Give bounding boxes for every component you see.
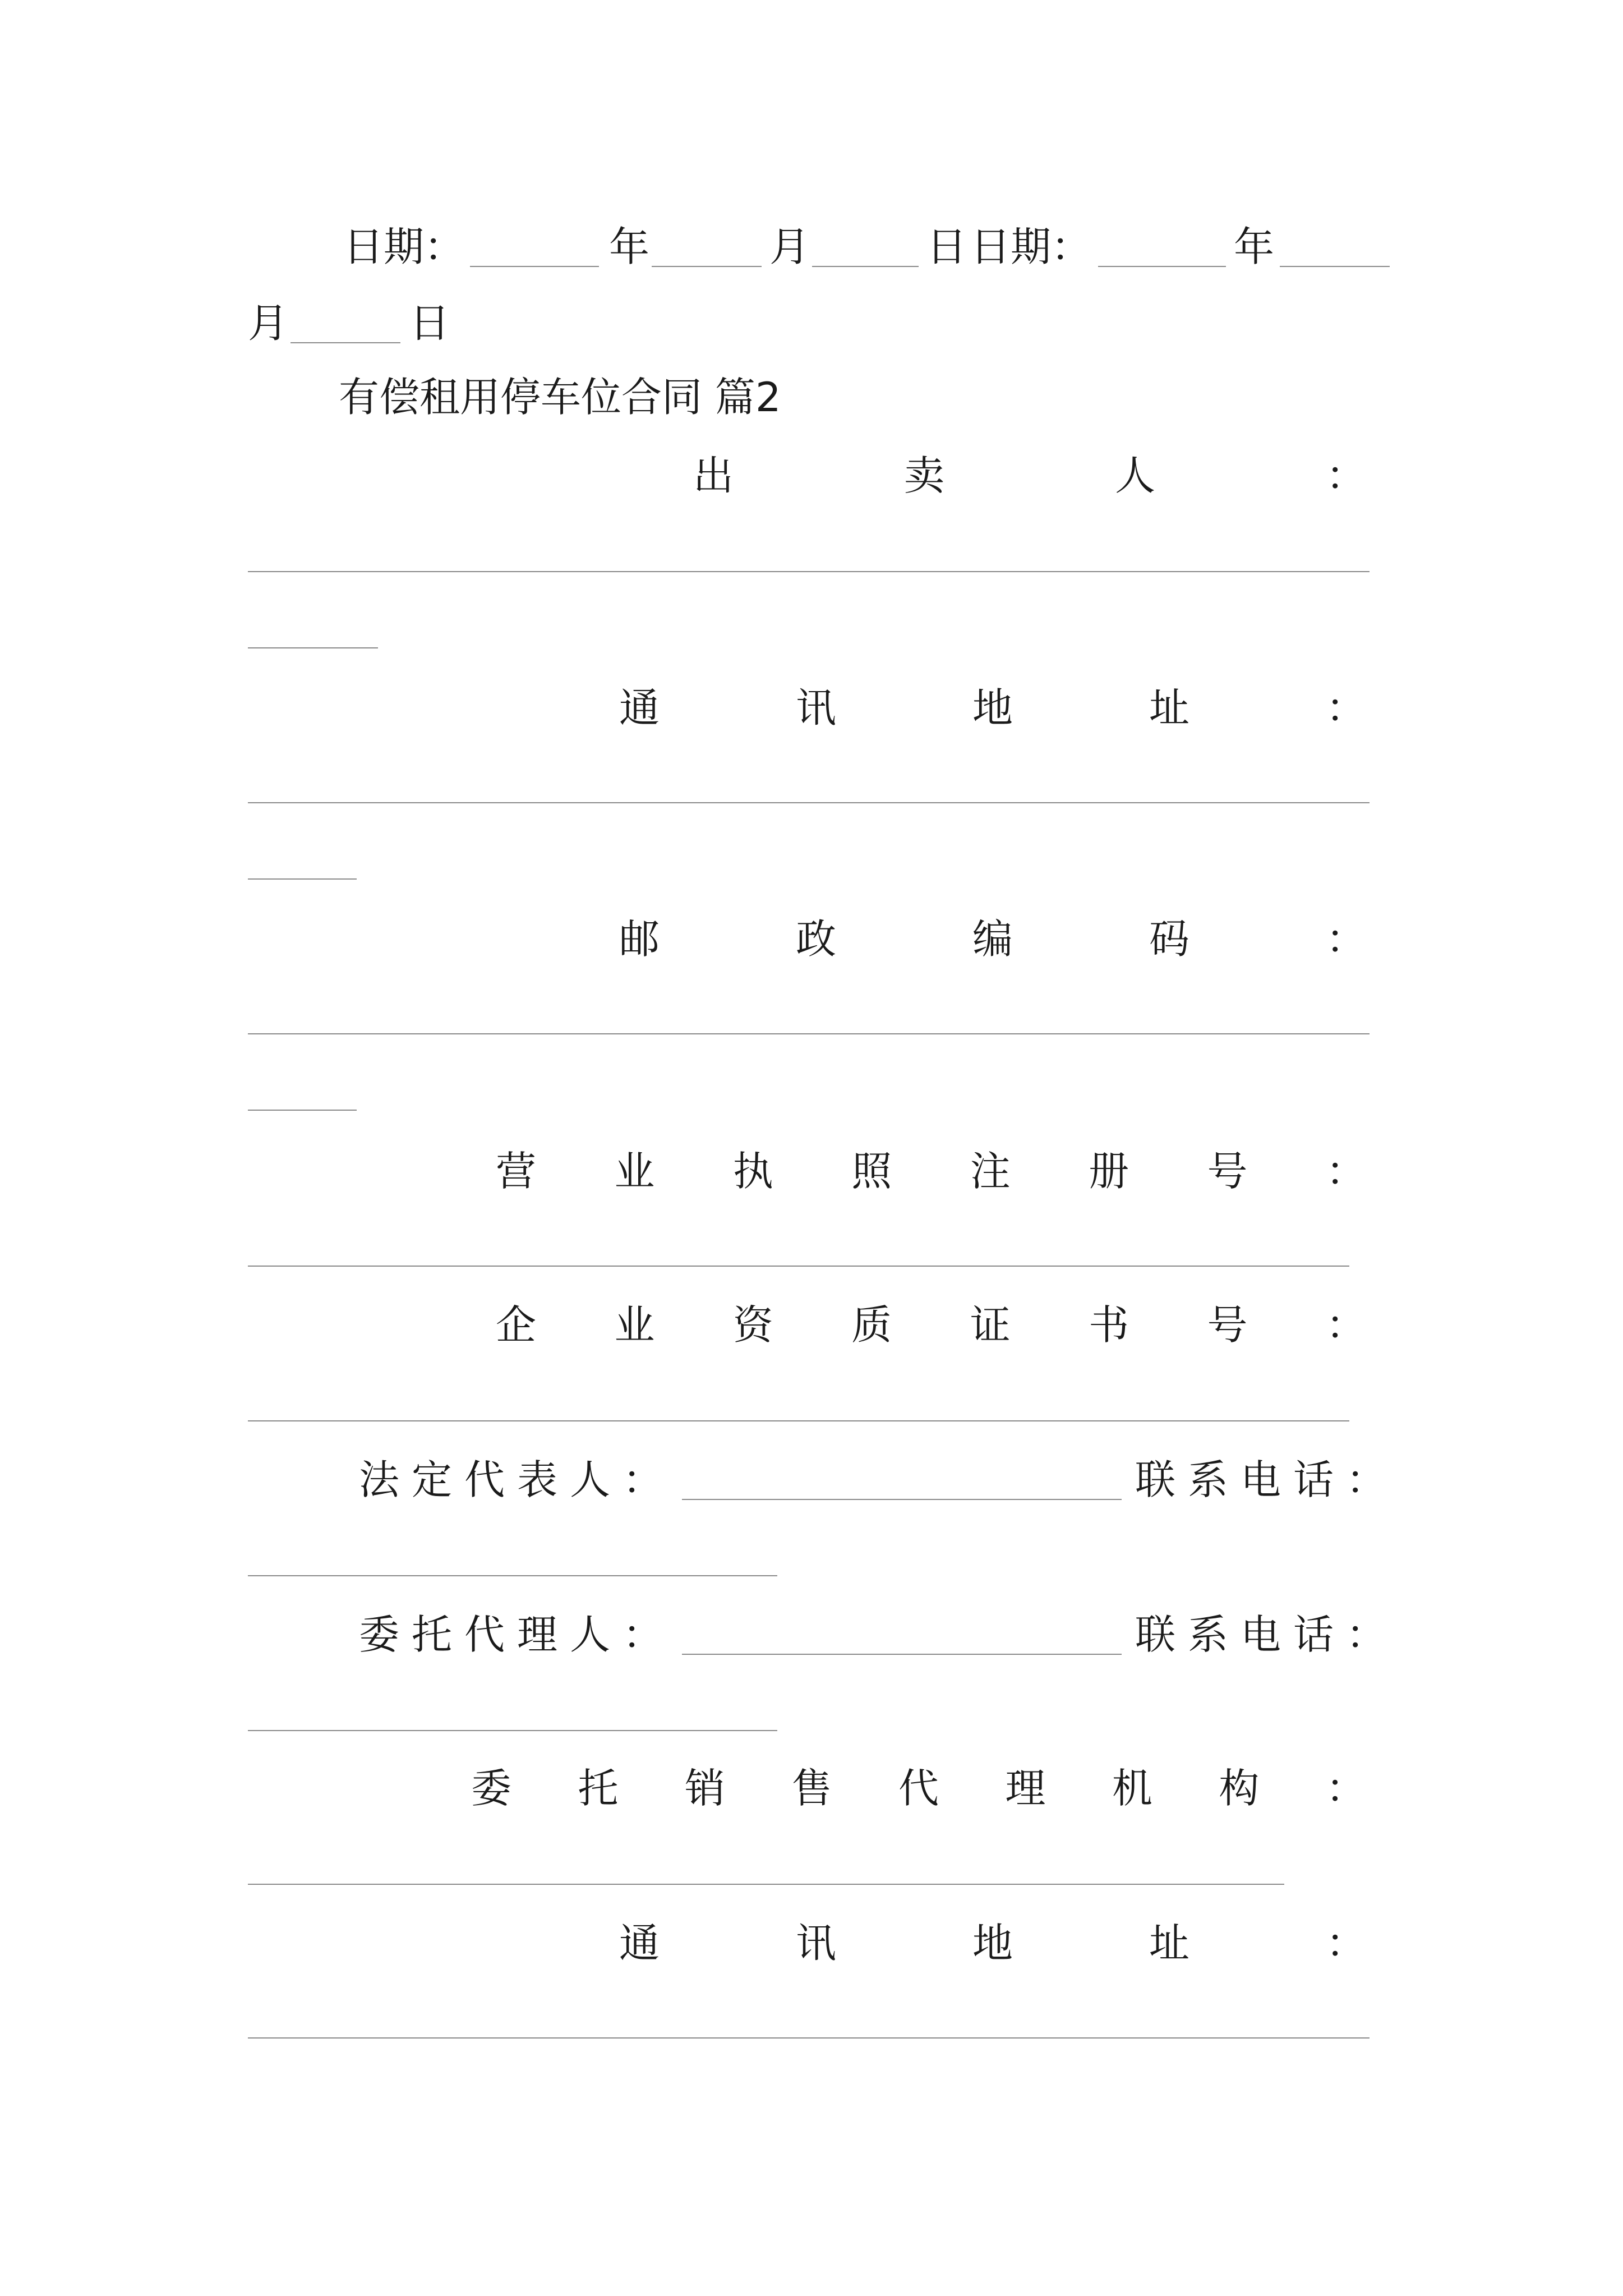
year-blank-1[interactable] [470, 266, 599, 267]
date-label-2: 日期： [970, 223, 1092, 270]
qualification-line[interactable] [248, 1420, 1349, 1421]
legal-rep-phone-line[interactable] [248, 1575, 777, 1576]
agent-phone-line[interactable] [248, 1730, 777, 1731]
legal-rep-line[interactable] [682, 1499, 1122, 1500]
day-label-2: 日 [409, 300, 450, 347]
license-label: 营 业 执 照 注 册 号 ： [496, 1148, 1366, 1195]
year-blank-2[interactable] [1098, 266, 1226, 267]
month-label-1: 月 [769, 223, 810, 270]
license-line[interactable] [248, 1266, 1349, 1267]
postcode-label: 邮 政 编 码 ： [619, 915, 1366, 963]
seller-label: 出 卖 人 ： [693, 452, 1366, 499]
address-label-2: 通 讯 地 址 ： [619, 1920, 1366, 1967]
address-line-1-cont[interactable] [248, 878, 357, 880]
date-label-1: 日期： [343, 223, 465, 270]
seller-line[interactable] [248, 571, 1370, 572]
day-blank-1[interactable] [812, 266, 919, 267]
month-blank-1[interactable] [652, 266, 762, 267]
legal-rep-phone-label: 联系电话： [1135, 1456, 1399, 1503]
day-label-1: 日 [926, 223, 967, 270]
month-label-2: 月 [248, 300, 289, 347]
legal-rep-label: 法定代表人： [359, 1456, 676, 1503]
qualification-label: 企 业 资 质 证 书 号 ： [496, 1301, 1366, 1349]
agent-phone-label: 联系电话： [1135, 1611, 1399, 1658]
address-label-1: 通 讯 地 址 ： [619, 684, 1366, 731]
sales-agency-line[interactable] [248, 1884, 1284, 1885]
postcode-line[interactable] [248, 1033, 1370, 1034]
year-label-2: 年 [1234, 223, 1275, 270]
address-line-2[interactable] [248, 2037, 1370, 2039]
month-blank-2-top[interactable] [1280, 266, 1390, 267]
agent-line[interactable] [682, 1654, 1122, 1655]
sales-agency-label: 委 托 销 售 代 理 机 构 ： [471, 1765, 1366, 1812]
postcode-line-cont[interactable] [248, 1110, 357, 1111]
agent-label: 委托代理人： [359, 1611, 676, 1658]
address-line-1[interactable] [248, 802, 1370, 803]
section-title: 有偿租用停车位合同 篇2 [339, 374, 781, 421]
seller-line-cont[interactable] [248, 647, 378, 648]
day-blank-2[interactable] [291, 342, 400, 343]
year-label-1: 年 [609, 223, 650, 270]
